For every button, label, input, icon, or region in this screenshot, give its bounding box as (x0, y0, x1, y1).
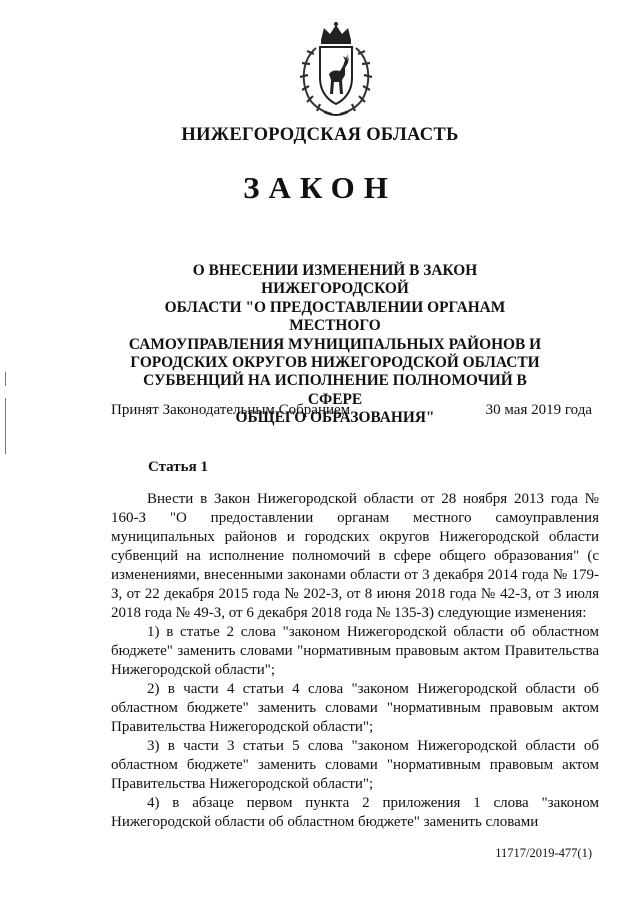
coat-of-arms-icon (290, 20, 382, 120)
law-title-line: О ВНЕСЕНИИ ИЗМЕНЕНИЙ В ЗАКОН НИЖЕГОРОДСКОЙ (192, 262, 478, 298)
law-title-line: САМОУПРАВЛЕНИЯ МУНИЦИПАЛЬНЫХ РАЙОНОВ И (128, 335, 542, 353)
amendment-item: 3) в части 3 статьи 5 слова "законом Нижегородской области об областном бюджете" заменить словами "нормативным правовым актом Правительства Нижегородской области"; (111, 738, 599, 792)
amendment-item: 1) в статье 2 слова "законом Нижегородской области об областном бюджете" заменить словами "нормативным правовым актом Правительства Нижегородской области"; (111, 624, 599, 678)
amendment-item: 2) в части 4 статьи 4 слова "законом Нижегородской области об областном бюджете" заменить словами "нормативным правовым актом Правительства Нижегородской области"; (111, 681, 599, 735)
article-body (111, 490, 599, 832)
adoption-date: 30 мая 2019 года (485, 402, 592, 418)
adopted-by: Принят Законодательным Собранием (111, 402, 351, 418)
article-intro: Внести в Закон Нижегородской области от 28 ноября 2013 года № 160-З "О предоставлении органам местного самоуправления муниципальных районов и городских округов Нижегородской области субвенций на исполнение полномочий в сфере общего образования" (с изменениями, внесенными законами области от 3 декабря 2014 года № 179-З, от 22 декабря 2015 года № 202-З, от 8 июня 2018 года № 42-З, от 3 июля 2018 года № 49-З, от 6 декабря 2018 года № 135-З) следующие изменения: (111, 491, 599, 621)
amendment-item: 4) в абзаце первом пункта 2 приложения 1 слова "законом Нижегородской области об областном бюджете" заменить словами (111, 795, 599, 830)
law-title-line: СУБВЕНЦИЙ НА ИСПОЛНЕНИЕ ПОЛНОМОЧИЙ В СФЕРЕ (143, 372, 527, 408)
article-heading: Статья 1 (148, 459, 208, 475)
law-title-line: ОБЩЕГО ОБРАЗОВАНИЯ" (235, 409, 435, 427)
region-title: НИЖЕГОРОДСКАЯ ОБЛАСТЬ (181, 125, 459, 145)
document-number: 11717/2019-477(1) (495, 846, 592, 860)
document-type: ЗАКОН (243, 170, 397, 205)
scan-mark (5, 398, 6, 454)
law-title-line: ОБЛАСТИ "О ПРЕДОСТАВЛЕНИИ ОРГАНАМ МЕСТНОГО (164, 298, 506, 335)
scan-mark (5, 372, 6, 386)
law-title-line: ГОРОДСКИХ ОКРУГОВ НИЖЕГОРОДСКОЙ ОБЛАСТИ (130, 354, 540, 372)
